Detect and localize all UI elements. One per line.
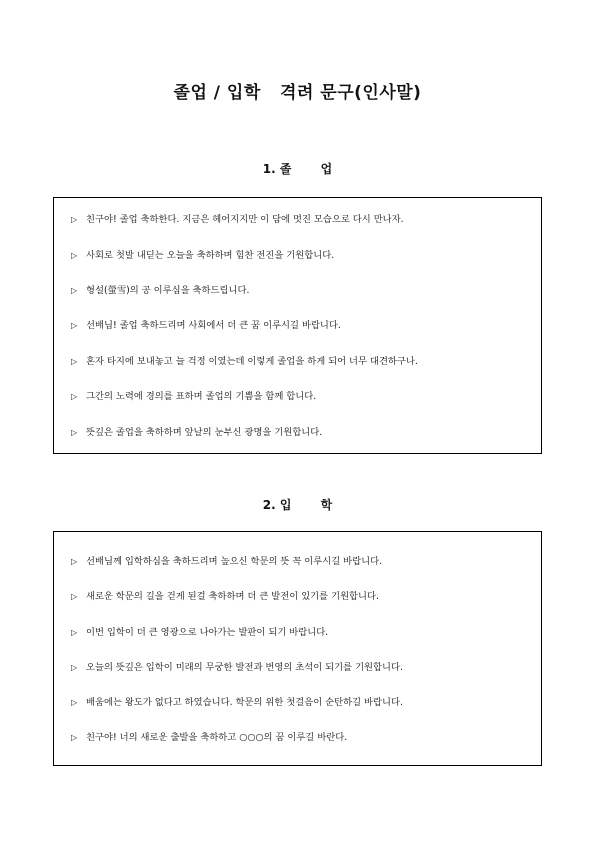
list-item-text: 혼자 타지에 보내놓고 늘 걱정 이였는데 이렇게 졸업을 하게 되어 너무 대견하구나. — [86, 356, 418, 367]
bullet-icon: ▷ — [71, 215, 78, 224]
list-item — [71, 556, 533, 568]
bullet-icon: ▷ — [71, 321, 78, 330]
list-item-text: 오늘의 뜻깊은 입학이 미래의 무궁한 발전과 번영의 초석이 되기를 기원합니다. — [86, 662, 403, 673]
list-item — [71, 591, 533, 603]
list-item-text: 이번 입학이 더 큰 영광으로 나아가는 발판이 되기 바랍니다. — [86, 627, 329, 638]
list-item — [71, 427, 533, 439]
list-item-text: 배움에는 왕도가 없다고 하였습니다. 학문의 위한 첫걸음이 순탄하길 바랍니다. — [86, 697, 403, 708]
bullet-icon: ▷ — [71, 557, 78, 566]
list-item — [71, 285, 533, 297]
bullet-icon: ▷ — [71, 628, 78, 637]
admission-messages-box — [53, 531, 542, 766]
bullet-icon: ▷ — [71, 592, 78, 601]
bullet-icon: ▷ — [71, 286, 78, 295]
graduation-messages-box — [53, 197, 542, 454]
list-item — [71, 356, 533, 368]
bullet-icon: ▷ — [71, 428, 78, 437]
list-item — [71, 697, 533, 709]
list-item-text: 형설(螢雪)의 공 이루심을 축하드립니다. — [86, 285, 250, 296]
list-item — [71, 320, 533, 332]
list-item-text: 친구야! 너의 새로운 출발을 축하하고 ○○○의 꿈 이루길 바란다. — [86, 732, 348, 743]
list-item — [71, 250, 533, 262]
list-item — [71, 627, 533, 639]
list-item — [71, 732, 533, 744]
bullet-icon: ▷ — [71, 733, 78, 742]
bullet-icon: ▷ — [71, 251, 78, 260]
section-heading-admission: 2. 입 학 — [262, 498, 333, 512]
list-item-text: 선배님! 졸업 축하드리며 사회에서 더 큰 꿈 이루시길 바랍니다. — [86, 320, 341, 331]
list-item — [71, 662, 533, 674]
list-item-text: 사회로 첫발 내딛는 오늘을 축하하며 힘찬 전진을 기원합니다. — [86, 250, 335, 261]
list-item-text: 새로운 학문의 길을 걷게 된걸 축하하며 더 큰 발전이 있기를 기원합니다. — [86, 591, 379, 602]
document-title: 졸업 / 입학 격려 문구(인사말) — [173, 83, 422, 103]
list-item-text: 뜻깊은 졸업을 축하하며 앞날의 눈부신 광명을 기원합니다. — [86, 427, 323, 438]
bullet-icon: ▷ — [71, 392, 78, 401]
list-item — [71, 391, 533, 403]
list-item-text: 선배님께 입학하심을 축하드리며 높으신 학문의 뜻 꼭 이루시길 바랍니다. — [86, 556, 383, 567]
bullet-icon: ▷ — [71, 698, 78, 707]
bullet-icon: ▷ — [71, 663, 78, 672]
list-item-text: 그간의 노력에 경의를 표하며 졸업의 기쁨을 함께 합니다. — [86, 391, 317, 402]
list-item-text: 친구야! 졸업 축하한다. 지금은 헤어지지만 이 담에 멋진 모습으로 다시 만나자. — [86, 214, 404, 225]
list-item — [71, 214, 533, 226]
bullet-icon: ▷ — [71, 357, 78, 366]
section-heading-graduation: 1. 졸 업 — [262, 162, 333, 176]
